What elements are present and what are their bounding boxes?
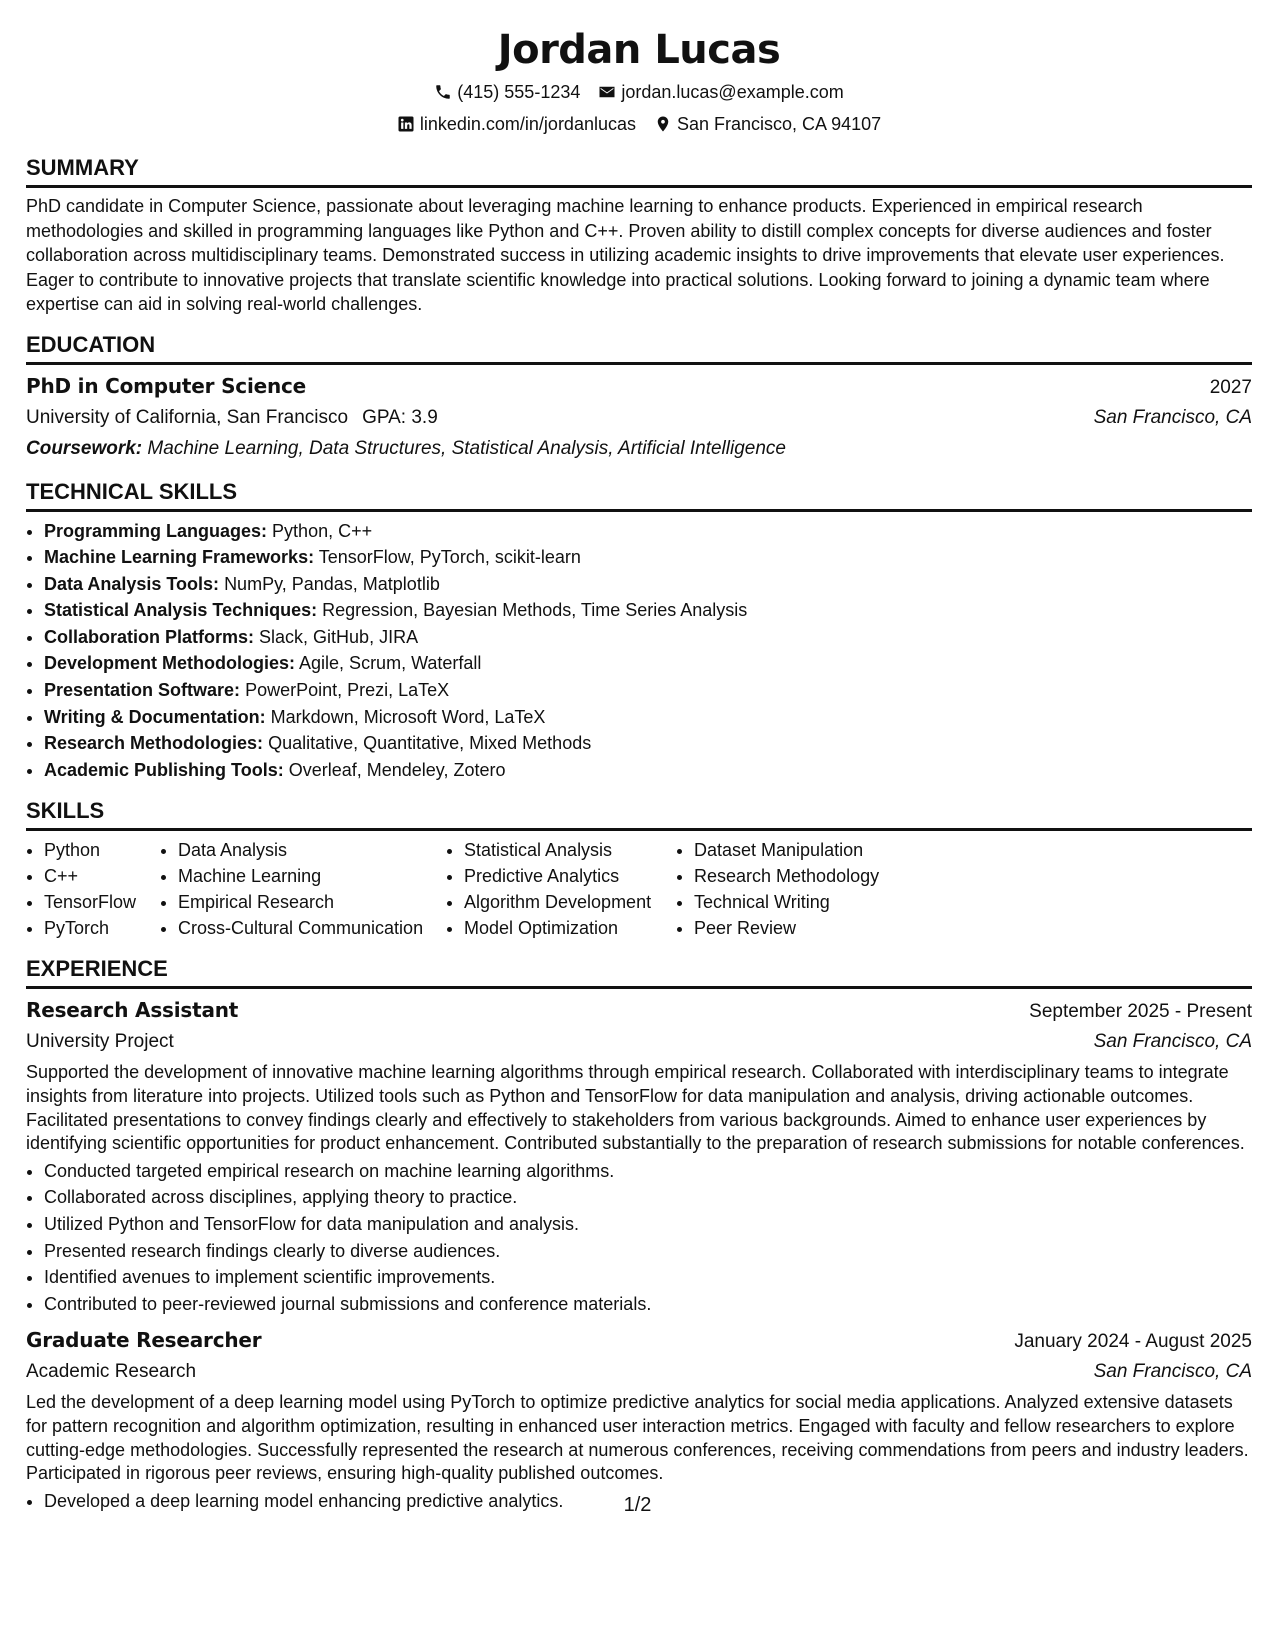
school-name: University of California, San Francisco [26, 406, 349, 428]
coursework-list: Machine Learning, Data Structures, Statistical Analysis, Artificial Intelligence [147, 437, 786, 459]
skills-grid [26, 837, 1252, 941]
list-item: • Research Methodology [694, 863, 934, 889]
skill-label: Collaboration Platforms: [44, 626, 255, 647]
school-location: San Francisco, CA [1093, 406, 1252, 428]
list-item: • Empirical Research [178, 889, 446, 915]
page-number: 1/2 [623, 1494, 652, 1516]
contact-row-2 [26, 108, 1252, 140]
skill-label: Machine Learning Frameworks: [44, 547, 315, 568]
coursework [26, 433, 1252, 464]
summary-heading: SUMMARY [26, 154, 1252, 188]
skill-value: Python, C++ [272, 520, 373, 541]
list-item [44, 650, 1252, 677]
gpa: GPA: 3.9 [362, 406, 438, 428]
list-item: • Data Analysis [178, 837, 446, 863]
skills-column-4 [676, 837, 934, 941]
technical-skills-list [26, 518, 1252, 784]
list-item: • Collaborated across disciplines, applying theory to practice. [44, 1184, 1252, 1211]
education-row-1 [26, 371, 1252, 403]
list-item: • Presented research findings clearly to diverse audiences. [44, 1238, 1252, 1265]
education-heading: EDUCATION [26, 331, 1252, 365]
list-item: • Statistical Analysis [464, 837, 676, 863]
experience-entry-2 [26, 1325, 1252, 1514]
skill-label: Research Methodologies: [44, 733, 264, 754]
job-description: Supported the development of innovative machine learning algorithms through empirical research. Collaborated with interdisciplinary teams to integrate insights from literature into projects. Utilized tools such as Python and TensorFlow for data manipulation and analysis, driving actionable outcomes. Facilitated presentations to convey findings clearly and effectively to stakeholders from various backgrounds. Aimed to enhance user experiences by identifying scientific opportunities for product enhancement. Contributed substantially to the preparation of research submissions for notable conferences. [26, 1062, 1245, 1154]
skill-label: Statistical Analysis Techniques: [44, 600, 318, 621]
envelope-icon [598, 83, 616, 101]
phone-number: (415) 555-1234 [457, 82, 581, 102]
job-dates: January 2024 - August 2025 [1014, 1331, 1252, 1353]
list-item [44, 544, 1252, 571]
skill-value: PowerPoint, Prezi, LaTeX [245, 680, 450, 701]
degree: PhD in Computer Science [26, 373, 307, 398]
linkedin-contact[interactable] [397, 108, 636, 140]
location-text: San Francisco, CA 94107 [677, 114, 882, 134]
location-contact [654, 108, 881, 140]
list-item: • Algorithm Development [464, 889, 676, 915]
list-item: • Contributed to peer-reviewed journal submissions and conference materials. [44, 1291, 1252, 1318]
job-organization: Academic Research [26, 1361, 197, 1383]
list-item: • Identified avenues to implement scientific improvements. [44, 1264, 1252, 1291]
list-item [44, 624, 1252, 651]
resume-page [26, 0, 1252, 1514]
experience-heading: EXPERIENCE [26, 955, 1252, 989]
job-dates: September 2025 - Present [1029, 1001, 1252, 1023]
list-item: • Predictive Analytics [464, 863, 676, 889]
list-item: • Technical Writing [694, 889, 934, 915]
job-location: San Francisco, CA [1093, 1031, 1252, 1053]
skill-label: Presentation Software: [44, 680, 241, 701]
list-item: • C++ [44, 863, 160, 889]
job-description: Led the development of a deep learning model using PyTorch to optimize predictive analytics for social media applications. Analyzed extensive datasets for pattern recognition and algorithm optimization, resulting in enhanced user interaction metrics. Engaged with faculty and fellow researchers to explore cutting-edge methodologies. Successfully represented the research at numerous conferences, receiving commendations from peers and industry leaders. Participated in rigorous peer reviews, ensuring high-quality published outcomes. [26, 1392, 1249, 1484]
phone-contact [434, 76, 580, 108]
list-item: • Model Optimization [464, 915, 676, 941]
list-item: • Cross-Cultural Communication [178, 915, 446, 941]
list-item: • PyTorch [44, 915, 160, 941]
list-item: • Peer Review [694, 915, 934, 941]
list-item [44, 757, 1252, 784]
skill-value: NumPy, Pandas, Matplotlib [224, 573, 440, 594]
skill-label: Academic Publishing Tools: [44, 759, 284, 780]
education-row-2 [26, 403, 1252, 433]
list-item [44, 704, 1252, 731]
map-pin-icon [654, 115, 672, 133]
list-item: • TensorFlow [44, 889, 160, 915]
job-header [26, 995, 1252, 1027]
skills-column-3 [446, 837, 676, 941]
skill-label: Writing & Documentation: [44, 706, 266, 727]
skill-label: Programming Languages: [44, 520, 268, 541]
list-item [44, 518, 1252, 545]
experience-section [26, 955, 1252, 1514]
email-link[interactable]: jordan.lucas@example.com [621, 82, 844, 102]
job-title: Graduate Researcher [26, 1328, 262, 1353]
skill-value: Qualitative, Quantitative, Mixed Methods [268, 733, 592, 754]
email-contact[interactable] [598, 76, 843, 108]
job-subheader [26, 1357, 1252, 1387]
skills-column-1 [26, 837, 160, 941]
list-item: • Utilized Python and TensorFlow for data manipulation and analysis. [44, 1211, 1252, 1238]
job-organization: University Project [26, 1031, 174, 1053]
technical-skills-section [26, 478, 1252, 784]
summary-section [26, 154, 1252, 317]
list-item [44, 571, 1252, 598]
skills-heading: SKILLS [26, 797, 1252, 831]
list-item: • Dataset Manipulation [694, 837, 934, 863]
job-bullets [26, 1158, 1252, 1318]
skill-value: Slack, GitHub, JIRA [259, 626, 419, 647]
skills-section [26, 797, 1252, 941]
skill-value: Regression, Bayesian Methods, Time Series Analysis [322, 600, 748, 621]
list-item: • Python [44, 837, 160, 863]
skill-label: Data Analysis Tools: [44, 573, 220, 594]
list-item: • Developed a deep learning model enhancing predictive analytics. [44, 1488, 1252, 1515]
skill-value: Markdown, Microsoft Word, LaTeX [270, 706, 546, 727]
job-subheader [26, 1027, 1252, 1057]
candidate-name: Jordan Lucas [497, 27, 781, 73]
experience-entry-1 [26, 995, 1252, 1317]
graduation-year: 2027 [1209, 376, 1252, 398]
list-item [44, 730, 1252, 757]
skill-label: Development Methodologies: [44, 653, 296, 674]
education-section [26, 331, 1252, 464]
linkedin-icon [397, 115, 415, 133]
coursework-label: Coursework: [26, 437, 143, 459]
school-line [26, 403, 438, 433]
list-item: • Machine Learning [178, 863, 446, 889]
list-item [44, 597, 1252, 624]
list-item [44, 677, 1252, 704]
linkedin-link[interactable]: linkedin.com/in/jordanlucas [419, 114, 636, 134]
contact-row-1 [26, 76, 1252, 108]
skill-value: Agile, Scrum, Waterfall [299, 653, 482, 674]
phone-icon [434, 83, 452, 101]
job-header [26, 1325, 1252, 1357]
job-location: San Francisco, CA [1093, 1361, 1252, 1383]
technical-skills-heading: TECHNICAL SKILLS [26, 478, 1252, 512]
job-title: Research Assistant [26, 998, 239, 1023]
skills-column-2 [160, 837, 446, 941]
skill-value: Overleaf, Mendeley, Zotero [288, 759, 506, 780]
list-item: • Conducted targeted empirical research on machine learning algorithms. [44, 1158, 1252, 1185]
skill-value: TensorFlow, PyTorch, scikit-learn [318, 547, 581, 568]
summary-text: PhD candidate in Computer Science, passionate about leveraging machine learning to enhance products. Experienced in empirical research methodologies and skilled in programming languages like Python and C++. Proven ability to distill complex concepts for diverse audiences and foster collaboration across multidisciplinary teams. Demonstrated success in utilizing academic insights to drive improvements that elevate user experiences. Eager to contribute to innovative projects that translate scientific knowledge into practical solutions. Looking forward to joining a dynamic team where expertise can aid in solving real-world challenges. [26, 196, 1225, 314]
